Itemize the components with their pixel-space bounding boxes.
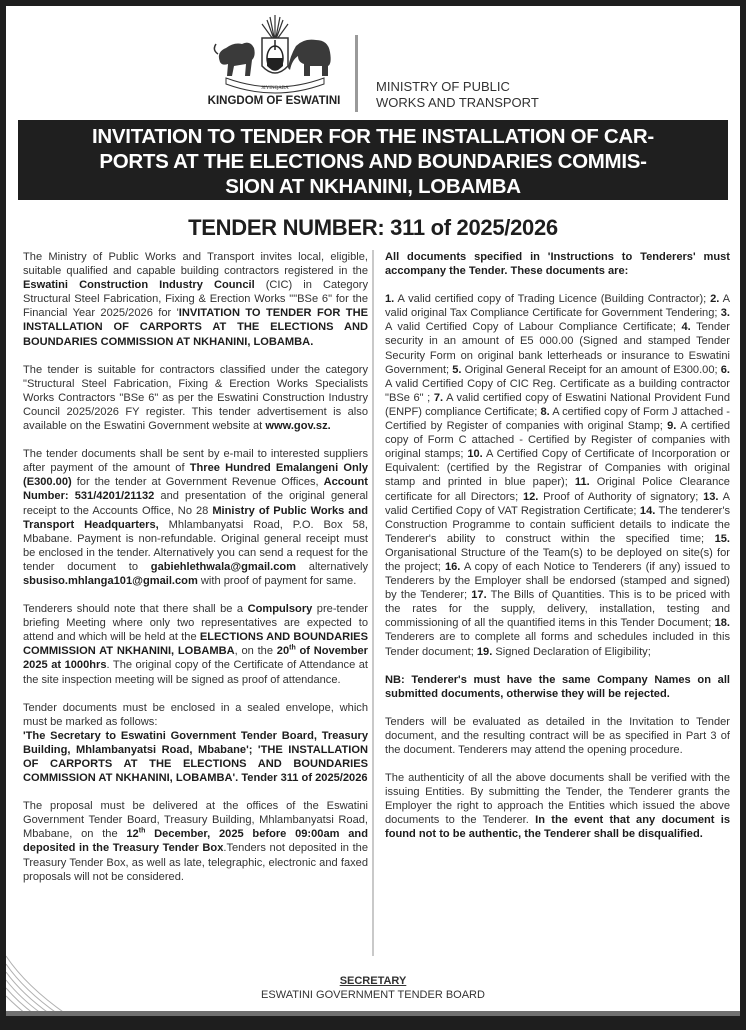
signoff bbox=[6, 974, 740, 1002]
document-item-number: 12. bbox=[522, 490, 539, 503]
document-item-number: 8. bbox=[540, 405, 550, 418]
payment-paragraph: The tender documents shall be sent by e-mail to interested suppliers after payment of the amount of Three Hundred Emalangeni Only (E300.00) for the tender at Government Revenue Offices, Account Number: 531/4201/21132 and presentation of the original general receipt to the Accounts Office, No 28 Ministry of Public Works and Transport Headquarters, Mhlambanyatsi Road, P.O. Box 58, Mbabane. Payment is non-refundable. Original general receipt must be enclosed in the tender. Alternatively you can send a request for the tender document to gabiehlethwala@gmail.com alternatively sbusiso.mhlanga101@gmail.com with proof of payment for same. bbox=[23, 448, 368, 587]
document-item-number: 18. bbox=[714, 617, 730, 630]
document-item-text: A valid original Tax Compliance Certificate for Government Tendering; bbox=[385, 293, 730, 320]
tender-board-label: ESWATINI GOVERNMENT TENDER BOARD bbox=[261, 989, 485, 1001]
required-documents-list bbox=[385, 292, 730, 658]
document-item-text: A valid certified copy of Trading Licence (Building Contractor); bbox=[394, 293, 711, 306]
tender-title-banner: INVITATION TO TENDER FOR THE INSTALLATION OF CAR- PORTS AT THE ELECTIONS AND BOUNDARIES COMMIS- SION AT NKHANINI, LOBAMBA bbox=[18, 120, 728, 200]
document-item-number: 6. bbox=[720, 363, 730, 376]
document-item-number: 14. bbox=[639, 504, 656, 517]
document-item-number: 19. bbox=[476, 645, 493, 658]
left-column bbox=[23, 250, 368, 898]
header bbox=[6, 6, 740, 118]
document-item-text: A valid Certified Copy of CIC Reg. Certificate as a building contractor "BSe 6" ; bbox=[385, 377, 730, 404]
document-item-number: 2. bbox=[710, 293, 720, 306]
email-link-1[interactable]: gabiehlethwala@gmail.com bbox=[150, 560, 297, 573]
document-item-number: 5. bbox=[452, 363, 462, 376]
document-item-number: 16. bbox=[444, 560, 461, 573]
document-item-text: A certified copy of Form J attached - Certified by Register of companies with original Stamp; bbox=[385, 405, 731, 433]
nb-notice: NB: Tenderer's must have the same Company Names on all submitted documents, otherwise they will be rejected. bbox=[385, 673, 730, 700]
document-item-number: 4. bbox=[681, 321, 691, 334]
authenticity-paragraph: The authenticity of all the above documents shall be verified with the issuing Entities. By submitting the Tender, the Tenderer grants the Employer the right to approach the Entities which issued the above documents to the Tenderer. In the event that any document is found not to be authentic, the Tenderer shall be disqualified. bbox=[385, 772, 730, 841]
invitation-paragraph: The Ministry of Public Works and Transport invites local, eligible, suitable qualified and capable building contractors registered in the Eswatini Construction Industry Council (CIC) in Category Structural Steel Fabrication, Fixing & Erection Works ""BSe 6" for the Financial Year 2025/2026 for 'INVITATION TO TENDER FOR THE INSTALLATION OF CARPORTS AT THE ELECTIONS AND BOUNDARIES COMMISSION AT NKHANINI, LOBAMBA. bbox=[23, 251, 368, 348]
document-item-text: Tenderers are to complete all forms and schedules included in this Tender document; bbox=[385, 631, 730, 658]
svg-text:SIYINQABA: SIYINQABA bbox=[261, 86, 289, 91]
envelope-paragraph: Tender documents must be enclosed in a sealed envelope, which must be marked as follows: 'The Secretary to Eswatini Government Tender Board, Treasury Building, Mhlambanyatsi Road, Mbabane'; 'THE INSTALLATION OF CARPORTS AT THE ELECTIONS AND BOUNDARIES COMMISSION AT NKHANINI, LOBAMBA'. Tender 311 of 2025/2026 bbox=[23, 701, 368, 785]
evaluation-paragraph: Tenders will be evaluated as detailed in the Invitation to Tender document, and the resulting contract will be as specified in Part 3 of the document. Tenderers may attend the opening procedure. bbox=[385, 715, 730, 756]
document-item-number: 13. bbox=[703, 490, 719, 503]
document-item-number: 11. bbox=[574, 476, 590, 489]
document-item-text: The Bills of Quantities. This is to be priced with the rates for the supply, delivery, installation, testing and commissioning of all the quantified items in this Tender Document; bbox=[385, 589, 730, 630]
briefing-paragraph: Tenderers should note that there shall be a Compulsory pre-tender briefing Meeting where only two representatives are expected to attend and which will be held at the ELECTIONS AND BOUNDARIES COMMISSION AT NKHANINI, LOBAMBA, on the 20th of November 2025 at 1000hrs. The original copy of the Certificate of Attendance at the site inspection meeting will be signed as proof of attendance. bbox=[23, 603, 369, 686]
document-item-text: A valid Certified Copy of VAT Registration Certificate; bbox=[385, 490, 731, 517]
ministry-label: MINISTRY OF PUBLIC WORKS AND TRANSPORT bbox=[376, 79, 539, 110]
coat-of-arms-icon bbox=[212, 14, 338, 94]
documents-intro: All documents specified in 'Instructions to Tenderers' must accompany the Tender. These documents are: bbox=[385, 251, 730, 278]
document-item-text: Original Police Clearance certificate for all Directors; bbox=[385, 476, 730, 503]
email-link-2[interactable]: sbusiso.mhlanga101@gmail.com bbox=[23, 574, 198, 587]
document-item-text: A copy of each Notice to Tenderers (if any) issued to Tenderers by the Employer shall be endorsed (stamped and signed) by the Tenderer; bbox=[385, 560, 730, 602]
document-item-text: A Certified Copy of Certificate of Incorporation or Equivalent: (certified by the Registrar of Companies with original stamp and printed in blue paper); bbox=[385, 448, 730, 489]
decorative-swoosh-icon bbox=[6, 946, 76, 1016]
frame-edge bbox=[740, 0, 746, 1030]
document-item-text: The tenderer's Construction Programme to contain sufficient details to indicate the Tenderer's ability to construct within the specified time; bbox=[385, 504, 730, 545]
document-item-text: Original General Receipt for an amount of E300.00; bbox=[461, 363, 721, 376]
document-item-text: Organisational Structure of the Team(s) to be deployed on site(s) for the project; bbox=[385, 546, 730, 573]
secretary-label: SECRETARY bbox=[339, 975, 407, 987]
document-item-text: Signed Declaration of Eligibility; bbox=[492, 645, 651, 658]
document-item-text: A valid certified copy of Eswatini National Provident Fund (ENPF) compliance Certificate; bbox=[385, 391, 730, 418]
document-item-text: Proof of Authority of signatory; bbox=[538, 490, 704, 503]
document-item-number: 1. bbox=[385, 293, 395, 306]
right-column bbox=[385, 250, 730, 856]
document-item-text: A certified copy of Form C attached - Certified by Register of companies with original stamps; bbox=[385, 420, 730, 461]
header-divider bbox=[355, 35, 358, 112]
column-divider bbox=[372, 250, 374, 956]
eligibility-paragraph: The tender is suitable for contractors classified under the category "Structural Steel Fabrication, Fixing & Erection Works Specialists Works Contractors "BSe 6" as per the Eswatini Construction Industry Council 2025/2026 FY register. This tender advertisement is also available on the Eswatini Government website at www.gov.sz. bbox=[23, 363, 368, 433]
tender-number: TENDER NUMBER: 311 of 2025/2026 bbox=[188, 215, 558, 240]
website-link[interactable]: www.gov.sz. bbox=[265, 420, 331, 433]
document-item-number: 15. bbox=[714, 532, 730, 545]
tender-notice-page bbox=[6, 6, 740, 1016]
document-item-text: A valid Certified Copy of Labour Compliance Certificate; bbox=[385, 321, 682, 334]
kingdom-label: KINGDOM OF ESWATINI bbox=[207, 95, 341, 107]
delivery-paragraph: The proposal must be delivered at the offices of the Eswatini Government Tender Board, Treasury Building, Mhlambanyatsi Road, Mbabane, on the 12th December, 2025 before 09:00am and deposited in the Treasury Tender Box.Tenders not deposited in the Treasury Tender Box, as well as late, telegraphic, electronic and faxed proposals will not be considered. bbox=[23, 800, 368, 883]
document-item-number: 10. bbox=[467, 448, 483, 461]
footer-band bbox=[6, 1011, 740, 1016]
document-item-number: 7. bbox=[433, 391, 444, 404]
document-item-text: Tender security in an amount of E5 000.00 (Signed and stamped Tender Security Form on original bank letterheads or insurance to Eswatini Government; bbox=[385, 321, 730, 376]
document-item-number: 3. bbox=[720, 307, 730, 320]
document-item-number: 17. bbox=[471, 589, 487, 602]
document-item-number: 9. bbox=[667, 420, 677, 433]
